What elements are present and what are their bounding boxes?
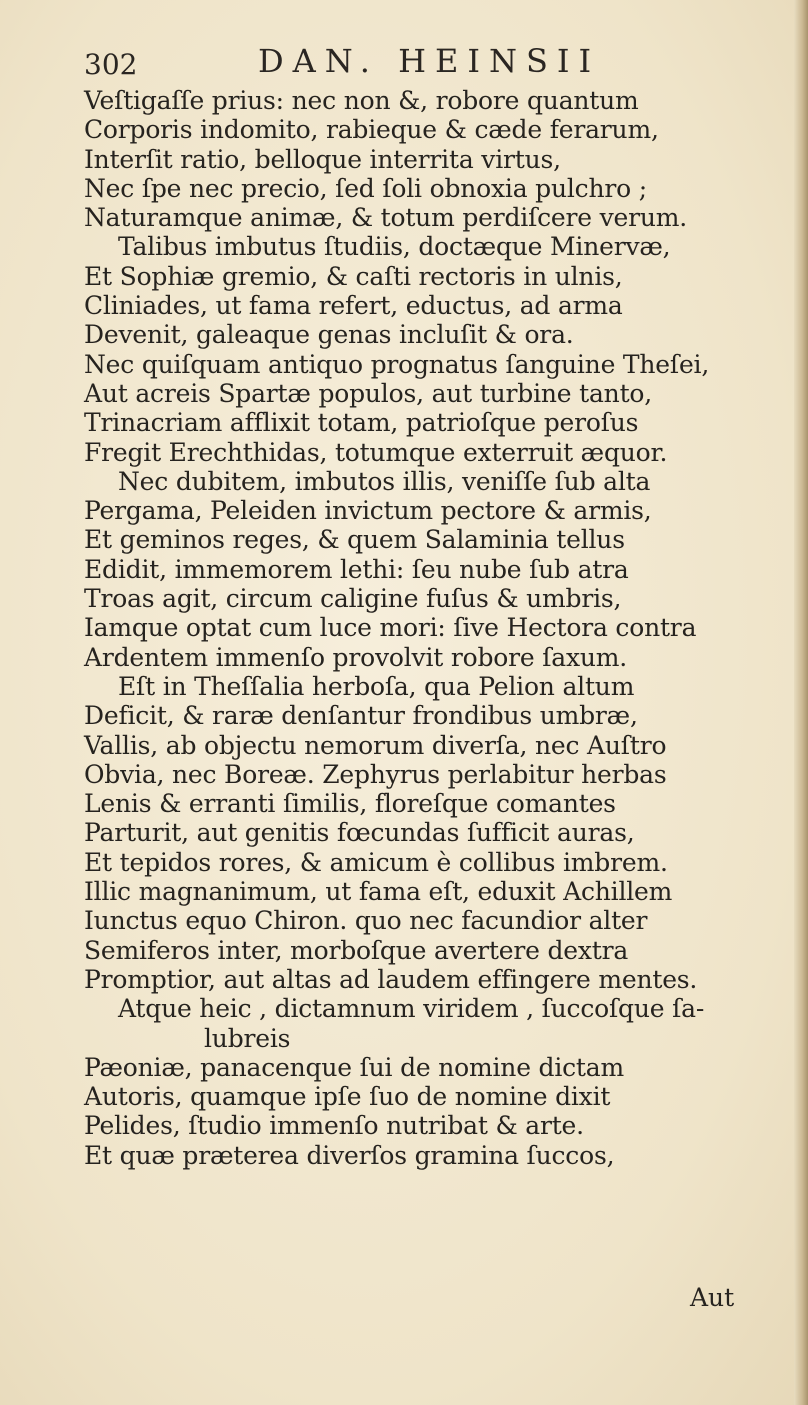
text-line: Pergama, Peleiden invictum pectore & armis, bbox=[84, 496, 652, 526]
page-gutter bbox=[794, 0, 808, 1405]
text-line: Et geminos reges, & quem Salaminia tellus bbox=[84, 525, 625, 555]
text-line: Illic magnanimum, ut fama eſt, eduxit Achillem bbox=[84, 877, 673, 907]
text-line: Vallis, ab objectu nemorum diverſa, nec Auſtro bbox=[84, 730, 667, 760]
text-line: Nec ſpe nec precio, ſed ſoli obnoxia pulchro ; bbox=[84, 173, 647, 203]
text-line: Pelides, ſtudio immenſo nutribat & arte. bbox=[84, 1111, 584, 1141]
text-line: Lenis & erranti ſimilis, floreſque comantes bbox=[84, 789, 616, 819]
text-line: lubreis bbox=[204, 1023, 291, 1053]
text-line: Nec quiſquam antiquo prognatus ſanguine Theſei, bbox=[84, 349, 710, 379]
text-line: Iunctus equo Chiron. quo nec facundior alter bbox=[84, 906, 648, 936]
text-line: Autoris, quamque ipſe ſuo de nomine dixit bbox=[84, 1082, 611, 1112]
text-line: Promptior, aut altas ad laudem effingere mentes. bbox=[84, 964, 698, 994]
text-line: Interſit ratio, belloque interrita virtus, bbox=[84, 144, 561, 174]
text-line: Veſtigaſſe prius: nec non &, robore quantum bbox=[84, 86, 639, 115]
text-line: Edidit, immemorem lethi: ſeu nube ſub atra bbox=[84, 554, 629, 584]
text-line: Fregit Erechthidas, totumque exterruit æquor. bbox=[84, 437, 668, 467]
text-line: Ardentem immenſo provolvit robore ſaxum. bbox=[84, 642, 628, 672]
text-line: Devenit, galeaque genas incluſit & ora. bbox=[84, 320, 574, 350]
text-line: Talibus imbutus ſtudiis, doctæque Minervæ, bbox=[118, 232, 671, 262]
text-line: Aut acreis Spartæ populos, aut turbine tanto, bbox=[84, 378, 653, 408]
text-line: Deficit, & raræ denſantur frondibus umbræ, bbox=[84, 701, 638, 731]
text-line: Pæoniæ, panacenque ſui de nomine dictam bbox=[84, 1052, 624, 1082]
text-line: Et tepidos rores, & amicum è collibus imbrem. bbox=[84, 847, 668, 877]
text-line: Nec dubitem, imbutos illis, veniſſe ſub alta bbox=[118, 466, 651, 496]
text-line: Troas agit, circum caligine fuſus & umbris, bbox=[84, 584, 622, 614]
page-header bbox=[84, 42, 704, 86]
text-line: Parturit, aut genitis fœcundas ſufficit auras, bbox=[84, 818, 635, 848]
text-line: Atque heic , dictamnum viridem , ſuccoſque ſa- bbox=[118, 994, 705, 1024]
running-head: DAN. HEINSII bbox=[258, 42, 601, 80]
text-line: Et quæ præterea diverſos gramina ſuccos, bbox=[84, 1140, 615, 1170]
page-number: 302 bbox=[84, 48, 138, 81]
text-line: Naturamque animæ, & totum perdiſcere verum. bbox=[84, 203, 688, 233]
text-line: Corporis indomito, rabieque & cæde ferarum, bbox=[84, 115, 659, 145]
text-line: Eſt in Theſſalia herboſa, qua Pelion altum bbox=[118, 671, 635, 701]
poem-text bbox=[84, 86, 724, 1170]
text-line: Obvia, nec Boreæ. Zephyrus perlabitur herbas bbox=[84, 759, 667, 789]
text-line: Cliniades, ut fama refert, eductus, ad arma bbox=[84, 291, 623, 321]
catchword: Aut bbox=[690, 1283, 735, 1312]
text-line: Et Sophiæ gremio, & caſti rectoris in ulnis, bbox=[84, 261, 623, 291]
text-line: Iamque optat cum luce mori: ſive Hectora contra bbox=[84, 613, 697, 643]
text-line: Trinacriam afflixit totam, patrioſque peroſus bbox=[84, 408, 639, 438]
text-line: Semiferos inter, morboſque avertere dextra bbox=[84, 935, 629, 965]
